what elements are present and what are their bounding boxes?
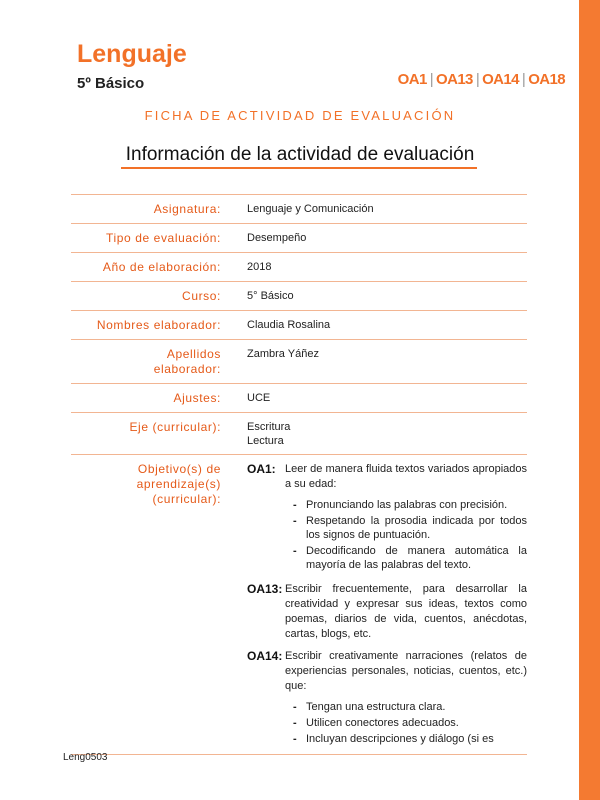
info-value: 2018 — [247, 261, 272, 273]
oa-code: OA18 — [528, 71, 565, 88]
oa-code: OA13 — [436, 71, 473, 88]
objective-text: Escribir creativamente narraciones (relatos de experiencias personales, noticias, cuentos, etc.) que: — [285, 650, 527, 692]
info-row-objetivos — [71, 455, 527, 755]
oa-code: OA14 — [482, 71, 519, 88]
info-label: Tipo de evaluación: — [105, 231, 221, 245]
info-row-nombres — [71, 311, 527, 340]
bullet-item: - Decodificando de manera automática la mayoría de las palabras del texto. — [293, 544, 527, 572]
info-value: Lenguaje y Comunicación — [247, 203, 374, 215]
info-row-apellidos — [71, 340, 527, 384]
oa-separator: | — [475, 71, 480, 88]
activity-info-table — [71, 194, 527, 755]
objective-bullets — [247, 498, 527, 572]
info-value: UCE — [247, 392, 271, 404]
objective-oa1 — [247, 462, 527, 572]
info-row-tipo — [71, 224, 527, 253]
subject-title: Lenguaje — [77, 40, 187, 68]
info-label-line: elaborador: — [153, 362, 221, 376]
info-value — [234, 413, 527, 455]
info-label: Nombres elaborador: — [96, 318, 221, 332]
objective-oa14 — [247, 649, 527, 746]
grade-label: 5º Básico — [77, 75, 145, 92]
sheet-type-heading: FICHA DE ACTIVIDAD DE EVALUACIÓN — [144, 108, 456, 123]
oa-separator: | — [429, 71, 434, 88]
info-value: Desempeño — [247, 232, 307, 244]
info-label: Eje (curricular): — [129, 420, 221, 434]
objective-oa13 — [247, 582, 527, 642]
objective-bullets — [247, 700, 527, 746]
eje-item: Escritura — [247, 421, 291, 433]
oa-code: OA1 — [397, 71, 427, 88]
title-underline — [121, 167, 477, 169]
objective-text: Leer de manera fluida textos variados apropiados a su edad: — [285, 463, 527, 490]
objective-text: Escribir frecuentemente, para desarrollar la creatividad y expresar sus ideas, textos como poemas, diarios de vida, cuentos, anécdotas, cartas, blogs, etc. — [285, 583, 527, 640]
info-label-line: aprendizaje(s) — [136, 477, 221, 491]
info-label: Asignatura: — [153, 202, 221, 216]
info-row-curso — [71, 282, 527, 311]
info-label — [71, 340, 234, 384]
oa-separator: | — [521, 71, 526, 88]
bullet-item: - Utilicen conectores adecuados. — [293, 716, 527, 730]
section-title: Información de la actividad de evaluación — [125, 144, 475, 165]
info-label-line: (curricular): — [152, 492, 221, 506]
info-row-asignatura — [71, 195, 527, 224]
info-label-line: Apellidos — [166, 347, 221, 361]
objective-code: OA13: — [247, 582, 283, 596]
bullet-item: - Pronunciando las palabras con precisión. — [293, 498, 527, 512]
info-value: Zambra Yáñez — [247, 348, 319, 360]
info-label-line: Objetivo(s) de — [137, 462, 221, 476]
bullet-item: - Tengan una estructura clara. — [293, 700, 527, 714]
objective-code: OA1: — [247, 462, 276, 476]
info-value: 5° Básico — [247, 290, 294, 302]
info-label: Ajustes: — [173, 391, 221, 405]
eje-item: Lectura — [247, 435, 284, 447]
info-row-ajustes — [71, 384, 527, 413]
info-label — [71, 455, 234, 755]
bullet-item: - Respetando la prosodia indicada por todos los signos de puntuación. — [293, 514, 527, 542]
oa-codes — [398, 71, 565, 88]
info-label: Curso: — [182, 289, 221, 303]
info-label: Año de elaboración: — [102, 260, 221, 274]
document-code: Leng0503 — [63, 752, 108, 763]
objectives-cell — [234, 455, 527, 755]
objective-code: OA14: — [247, 649, 283, 663]
info-row-eje — [71, 413, 527, 455]
info-row-anio — [71, 253, 527, 282]
info-value: Claudia Rosalina — [247, 319, 331, 331]
bullet-item: - Incluyan descripciones y diálogo (si es — [293, 732, 527, 746]
